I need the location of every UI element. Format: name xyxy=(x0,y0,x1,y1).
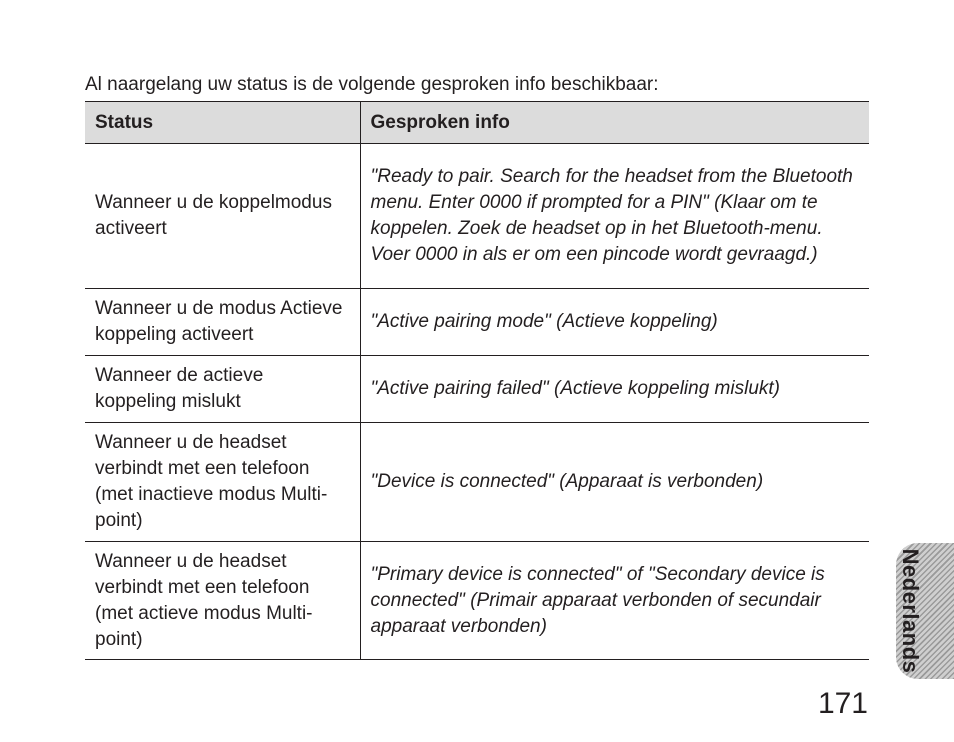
status-cell: Wanneer u de headset verbindt met een telefoon (met inactieve modus Multi-point) xyxy=(85,423,360,542)
table-row xyxy=(85,144,869,289)
table-row xyxy=(85,423,869,542)
column-header-status: Status xyxy=(85,102,360,144)
column-header-spoken-info: Gesproken info xyxy=(360,102,869,144)
spoken-info-cell: "Active pairing mode" (Actieve koppeling) xyxy=(360,289,869,356)
spoken-info-cell: "Ready to pair. Search for the headset from the Bluetooth menu. Enter 0000 if prompted for a PIN" (Klaar om te koppelen. Zoek de headset op in het Bluetooth-menu. Voer 0000 in als er om een pincode wordt gevraagd.) xyxy=(360,144,869,289)
spoken-info-cell: "Primary device is connected" of "Secondary device is connected" (Primair apparaat verbonden of secundair apparaat verbonden) xyxy=(360,542,869,660)
spoken-info-cell: "Active pairing failed" (Actieve koppeling mislukt) xyxy=(360,356,869,423)
language-side-tab-label: Nederlands xyxy=(898,548,923,674)
spoken-info-table xyxy=(85,101,869,660)
spoken-info-cell: "Device is connected" (Apparaat is verbonden) xyxy=(360,423,869,542)
table-row xyxy=(85,289,869,356)
page-number: 171 xyxy=(817,687,868,720)
status-cell: Wanneer u de headset verbindt met een telefoon (met actieve modus Multi-point) xyxy=(85,542,360,660)
table-row xyxy=(85,356,869,423)
status-cell: Wanneer u de modus Actieve koppeling activeert xyxy=(85,289,360,356)
intro-text: Al naargelang uw status is de volgende gesproken info beschikbaar: xyxy=(85,74,659,95)
table-row xyxy=(85,542,869,660)
status-cell: Wanneer de actieve koppeling mislukt xyxy=(85,356,360,423)
status-cell: Wanneer u de koppelmodus activeert xyxy=(85,144,360,289)
table-header-row xyxy=(85,102,869,144)
